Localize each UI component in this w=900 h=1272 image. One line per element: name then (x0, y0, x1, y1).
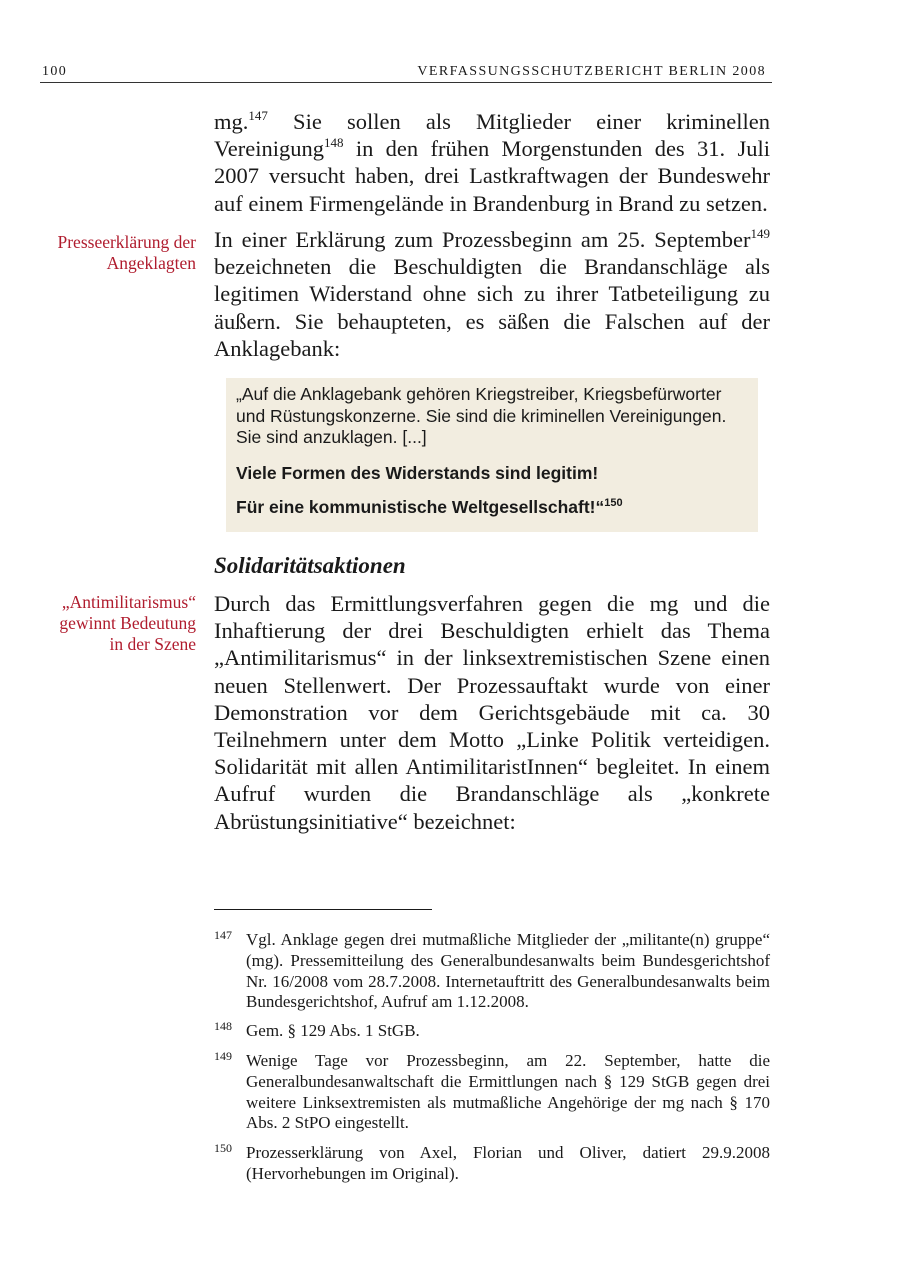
footnote-divider (214, 909, 432, 910)
paragraph-text: in den frühen Morgenstunden des 31. Juli 2007 versucht haben, drei Lastkraftwagen der Bundeswehr auf einem Firmengelände in Brandenburg in Brand zu setzen. (214, 136, 770, 216)
paragraph-text: bezeichneten die Beschuldigten die Brandanschläge als legitimen Widerstand ohne sich zu ihrer Tatbeteiligung zu äußern. Sie behaupteten, es säßen die Falschen auf der Anklagebank: (214, 254, 770, 361)
margin-note-line: Angeklagten (106, 253, 196, 273)
paragraph-text: Durch das Ermittlungsverfahren gegen die mg und die Inhaftierung der drei Beschuldigten erhielt das Thema „Antimilitarismus“ in der linksextremistischen Szene einen neuen Stellenwert. Der Prozessauftakt wurde von einer Demonstration vor dem Gerichtsgebäude mit ca. 30 Teilnehmern unter dem Motto „Linke Politik verteidigen. Solidarität mit allen AntimilitaristInnen“ begleitet. In einem Aufruf wurden die Brandanschläge als „konkrete Abrüstungsinitiative“ bezeichnet: (214, 591, 770, 834)
footnote-text: Wenige Tage vor Prozessbeginn, am 22. September, hatte die Generalbundesanwaltschaft die Ermittlungen nach § 129 StGB gegen drei weitere Linksextremisten als mutmaßliche Angehörige der mg nach § 170 Abs. 2 StPO eingestellt. (246, 1051, 770, 1133)
paragraph-text: Sie sollen als Mitglieder einer kriminellen Vereinigung (214, 109, 770, 162)
footnote-number: 148 (214, 1019, 232, 1033)
footnote-147 (214, 930, 770, 1013)
footnote-ref: 147 (248, 108, 268, 123)
quote-box (226, 378, 758, 532)
paragraph-2 (214, 226, 770, 362)
footnote-text: Gem. § 129 Abs. 1 StGB. (246, 1021, 420, 1040)
footnote-149 (214, 1051, 770, 1134)
footnote-text: Prozesserklärung von Axel, Florian und Oliver, datiert 29.9.2008 (Hervorhebungen im Original). (246, 1143, 770, 1183)
footnote-ref: 149 (750, 226, 770, 241)
quote-bold-line-2 (236, 497, 748, 519)
footnote-148 (214, 1021, 770, 1042)
quote-bold-text: Für eine kommunistische Weltgesellschaft!“ (236, 497, 605, 517)
paragraph-1 (214, 108, 770, 217)
paragraph-text: In einer Erklärung zum Prozessbeginn am 25. September (214, 227, 751, 252)
paragraph-text: mg. (214, 109, 249, 134)
quote-text: „Auf die Anklagebank gehören Kriegstreiber, Kriegsbefürworter und Rüstungskonzerne. Sie sind die kriminellen Vereinigungen. Sie sind anzuklagen. [...] (236, 384, 727, 447)
margin-note-antimilitarism (30, 592, 196, 655)
footnote-number: 150 (214, 1141, 232, 1155)
footnote-number: 147 (214, 928, 232, 942)
page-number: 100 (42, 64, 68, 79)
running-title: VERFASSUNGSSCHUTZBERICHT BERLIN 2008 (417, 64, 766, 79)
footnote-number: 149 (214, 1049, 232, 1063)
footnote-text: Vgl. Anklage gegen drei mutmaßliche Mitglieder der „militante(n) gruppe“ (mg). Pressemitteilung des Generalbundesanwalts beim Bundesgerichtshof Nr. 16/2008 vom 28.7.2008. Internetauftritt des Generalbundesanwalts beim Bundesgerichtshof, Aufruf am 1.12.2008. (246, 930, 770, 1012)
footnote-ref: 150 (604, 497, 623, 509)
margin-note-line: in der Szene (109, 634, 196, 654)
quote-bold-line-1: Viele Formen des Widerstands sind legitim! (236, 462, 599, 483)
margin-note-line: „Antimilitarismus“ (61, 592, 196, 612)
running-header (40, 62, 772, 83)
footnote-ref: 148 (323, 135, 344, 151)
paragraph-3 (214, 590, 770, 835)
footnote-150 (214, 1143, 770, 1185)
margin-note-line: Presseerklärung der (57, 232, 196, 252)
margin-note-line: gewinnt Bedeutung (59, 613, 196, 633)
section-heading: Solidaritätsaktionen (214, 553, 406, 578)
margin-note-press-statement (30, 232, 196, 274)
